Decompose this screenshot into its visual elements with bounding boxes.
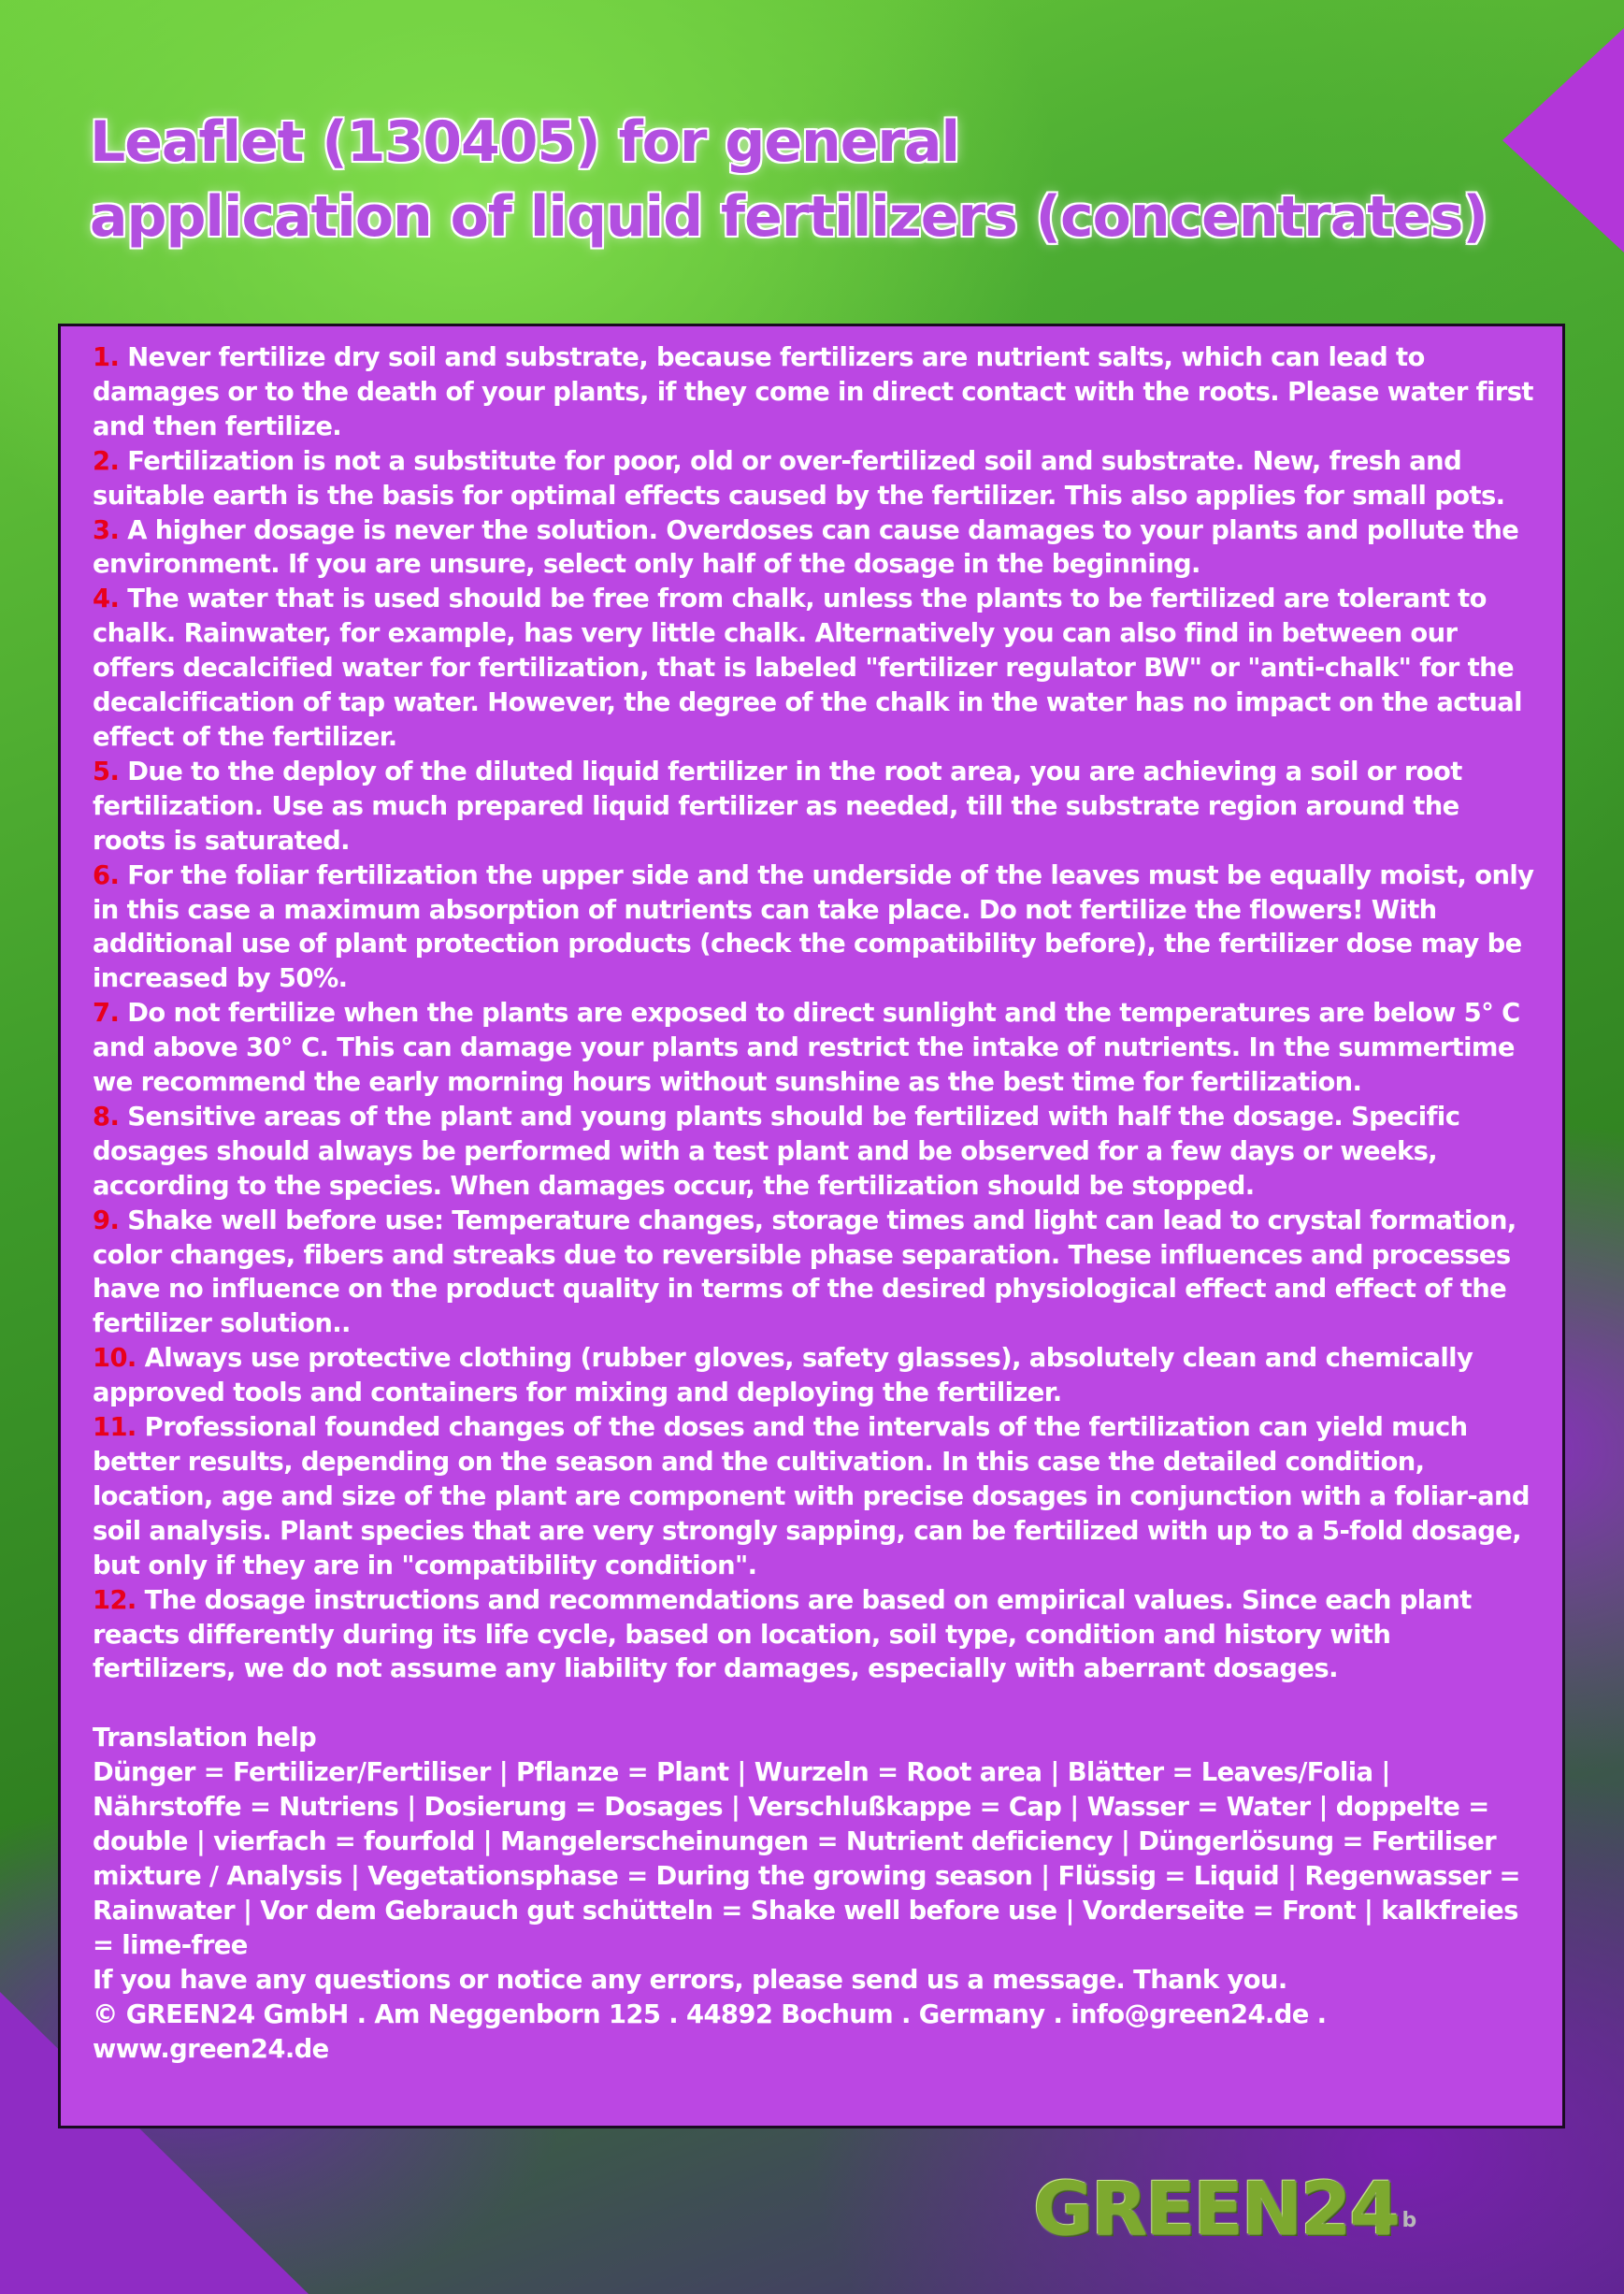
instruction-number: 8.	[93, 1102, 120, 1132]
instruction-number: 11.	[93, 1413, 137, 1443]
instruction-number: 7.	[93, 999, 120, 1029]
instruction-item-10	[93, 1342, 1534, 1411]
translation-body: Dünger = Fertilizer/Fertiliser | Pflanze = Plant | Wurzeln = Root area | Blätter = Leaves/Folia | Nährstoffe = Nutriens | Dosierung = Dosages | Verschlußkappe = Cap | Wasser = Water | doppelte = double | vierfach = fourfold | Mangelerscheinungen = Nutrient deficiency | Düngerlösung = Fertiliser mixture / Analysis | Vegetationsphase = During the growing season | Flüssig = Liquid | Regenwasser = Rainwater | Vor dem Gebrauch gut schütteln = Shake well before use | Vorderseite = Front | kalkfreies = lime-free	[93, 1758, 1520, 1960]
instruction-text: Sensitive areas of the plant and young plants should be fertilized with half the dosage. Specific dosages should always be performed with a test plant and be observed for a few days or weeks, according to the species. When damages occur, the fertilization should be stopped.	[93, 1102, 1460, 1201]
instruction-text: Professional founded changes of the doses and the intervals of the fertilization can yield much better results, depending on the season and the cultivation. In this case the detailed condition, location, age and size of the plant are component with precise dosages in conjunction with a foliar-and soil analysis. Plant species that are very strongly sapping, can be fertilized with up to a 5-fold dosage, but only if they are in "compatibility condition".	[93, 1413, 1530, 1580]
green24-logo	[1033, 2168, 1417, 2252]
logo-mark: b	[1401, 2209, 1417, 2232]
page-title	[90, 105, 1548, 254]
instruction-number: 6.	[93, 860, 120, 890]
instruction-item-1	[93, 341, 1534, 445]
instruction-number: 9.	[93, 1205, 120, 1235]
instruction-item-11	[93, 1411, 1534, 1584]
instruction-number: 2.	[93, 446, 120, 476]
footer-address: © GREEN24 GmbH . Am Neggenborn 125 . 44892 Bochum . Germany . info@green24.de . www.green24.de	[93, 1999, 1327, 2064]
instruction-number: 4.	[93, 584, 120, 614]
instruction-number: 3.	[93, 515, 120, 545]
instruction-item-7	[93, 997, 1534, 1101]
page-title-line-1: Leaflet (130405) for general	[90, 109, 960, 175]
instruction-text: Fertilization is not a substitute for poor, old or over-fertilized soil and substrate. New, fresh and suitable earth is the basis for optimal effects caused by the fertilizer. This also applies for small pots.	[93, 446, 1505, 511]
logo-text: GREEN24	[1033, 2168, 1399, 2252]
instruction-text: Due to the deploy of the diluted liquid fertilizer in the root area, you are achieving a soil or root fertilization. Use as much prepared liquid fertilizer as needed, till the substrate region around the roots is saturated.	[93, 757, 1462, 856]
instruction-text: Never fertilize dry soil and substrate, because fertilizers are nutrient salts, which can lead to damages or to the death of your plants, if they come in direct contact with the roots. Please water first and then fertilize.	[93, 343, 1533, 441]
spacer	[93, 1687, 1534, 1722]
instruction-text: Shake well before use: Temperature changes, storage times and light can lead to crystal formation, color changes, fibers and streaks due to reversible phase separation. These influences and processes have no influence on the product quality in terms of the desired physiological effect and effect of the fertilizer solution..	[93, 1205, 1516, 1339]
contact-note: If you have any questions or notice any errors, please send us a message. Thank you.	[93, 1965, 1287, 1995]
instruction-item-6	[93, 859, 1534, 998]
instruction-item-12	[93, 1584, 1534, 1688]
instruction-item-5	[93, 756, 1534, 859]
instruction-item-4	[93, 583, 1534, 756]
instruction-number: 12.	[93, 1585, 137, 1615]
instruction-text: Always use protective clothing (rubber gloves, safety glasses), absolutely clean and chemically approved tools and containers for mixing and deploying the fertilizer.	[93, 1344, 1473, 1408]
instruction-item-3	[93, 514, 1534, 584]
page-title-line-2: application of liquid fertilizers (concentrates)	[90, 184, 1487, 250]
translation-heading: Translation help	[93, 1724, 317, 1753]
instruction-number: 10.	[93, 1344, 137, 1374]
instruction-text: For the foliar fertilization the upper side and the underside of the leaves must be equally moist, only in this case a maximum absorption of nutrients can take place. Do not fertilize the flowers! With additional use of plant protection products (check the compatibility before), the fertilizer dose may be increased by 50%.	[93, 860, 1534, 994]
instruction-text: The water that is used should be free from chalk, unless the plants to be fertilized are tolerant to chalk. Rainwater, for example, has very little chalk. Alternatively you can also find in between our offers decalcified water for fertilization, that is labeled "fertilizer regulator BW" or "anti-chalk" for the decalcification of tap water. However, the degree of the chalk in the water has no impact on the actual effect of the fertilizer.	[93, 584, 1522, 752]
instructions-panel	[58, 324, 1565, 2128]
instruction-text: The dosage instructions and recommendations are based on empirical values. Since each plant reacts differently during its life cycle, based on location, soil type, condition and history with fertilizers, we do not assume any liability for damages, especially with aberrant dosages.	[93, 1585, 1472, 1684]
instruction-number: 5.	[93, 757, 120, 786]
instruction-text: A higher dosage is never the solution. Overdoses can cause damages to your plants and pollute the environment. If you are unsure, select only half of the dosage in the beginning.	[93, 515, 1519, 580]
instruction-item-9	[93, 1205, 1534, 1343]
instruction-text: Do not fertilize when the plants are exposed to direct sunlight and the temperatures are below 5° C and above 30° C. This can damage your plants and restrict the intake of nutrients. In the summertime we recommend the early morning hours without sunshine as the best time for fertilization.	[93, 999, 1520, 1098]
instruction-item-8	[93, 1101, 1534, 1205]
instruction-item-2	[93, 445, 1534, 514]
instruction-number: 1.	[93, 343, 120, 372]
